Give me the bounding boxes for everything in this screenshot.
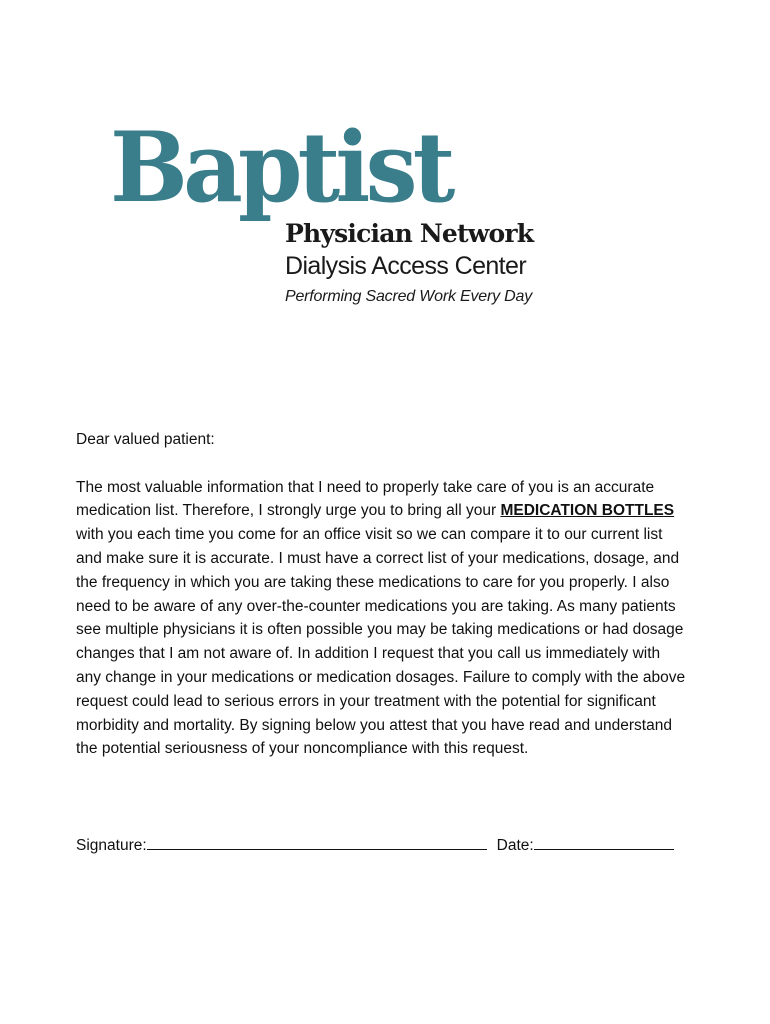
- logo-tagline: Performing Sacred Work Every Day: [285, 288, 533, 305]
- signature-row: [76, 834, 674, 857]
- letter-paragraph: [76, 476, 688, 762]
- paragraph-rest: with you each time you come for an office visit so we can compare it to our current list and make sure it is accurate. I must have a correct list of your medications, dosage, and the frequency in which you are taking these medications to care for you properly. I also need to be aware of any over-the-counter medications you are taking. As many patients see multiple physicians it is often possible you may be taking medications or had dosage changes that I am not aware of. In addition I request that you call us immediately with any change in your medications or medication dosages. Failure to comply with the above request could lead to serious errors in your treatment with the potential for significant morbidity and mortality. By signing below you attest that you have read and understand the potential seriousness of your noncompliance with this request.: [76, 526, 686, 758]
- logo-subtitle-center: Dialysis Access Center: [285, 252, 527, 280]
- paragraph-intro: The most valuable information that I need to properly take care of you is an accurate medication list. Therefore, I strongly urge you to bring all your: [76, 478, 655, 520]
- medication-bottles-emphasis: MEDICATION BOTTLES: [500, 502, 675, 520]
- logo-subtitle-network: Physician Network: [285, 219, 534, 248]
- signature-line[interactable]: [147, 835, 487, 850]
- salutation: Dear valued patient:: [76, 431, 215, 448]
- signature-label: Signature:: [76, 837, 147, 854]
- date-label: Date:: [496, 837, 534, 854]
- date-line[interactable]: [534, 835, 674, 850]
- logo-wordmark: Baptist: [110, 111, 451, 224]
- letter-body: [76, 428, 688, 761]
- logo: [110, 111, 570, 318]
